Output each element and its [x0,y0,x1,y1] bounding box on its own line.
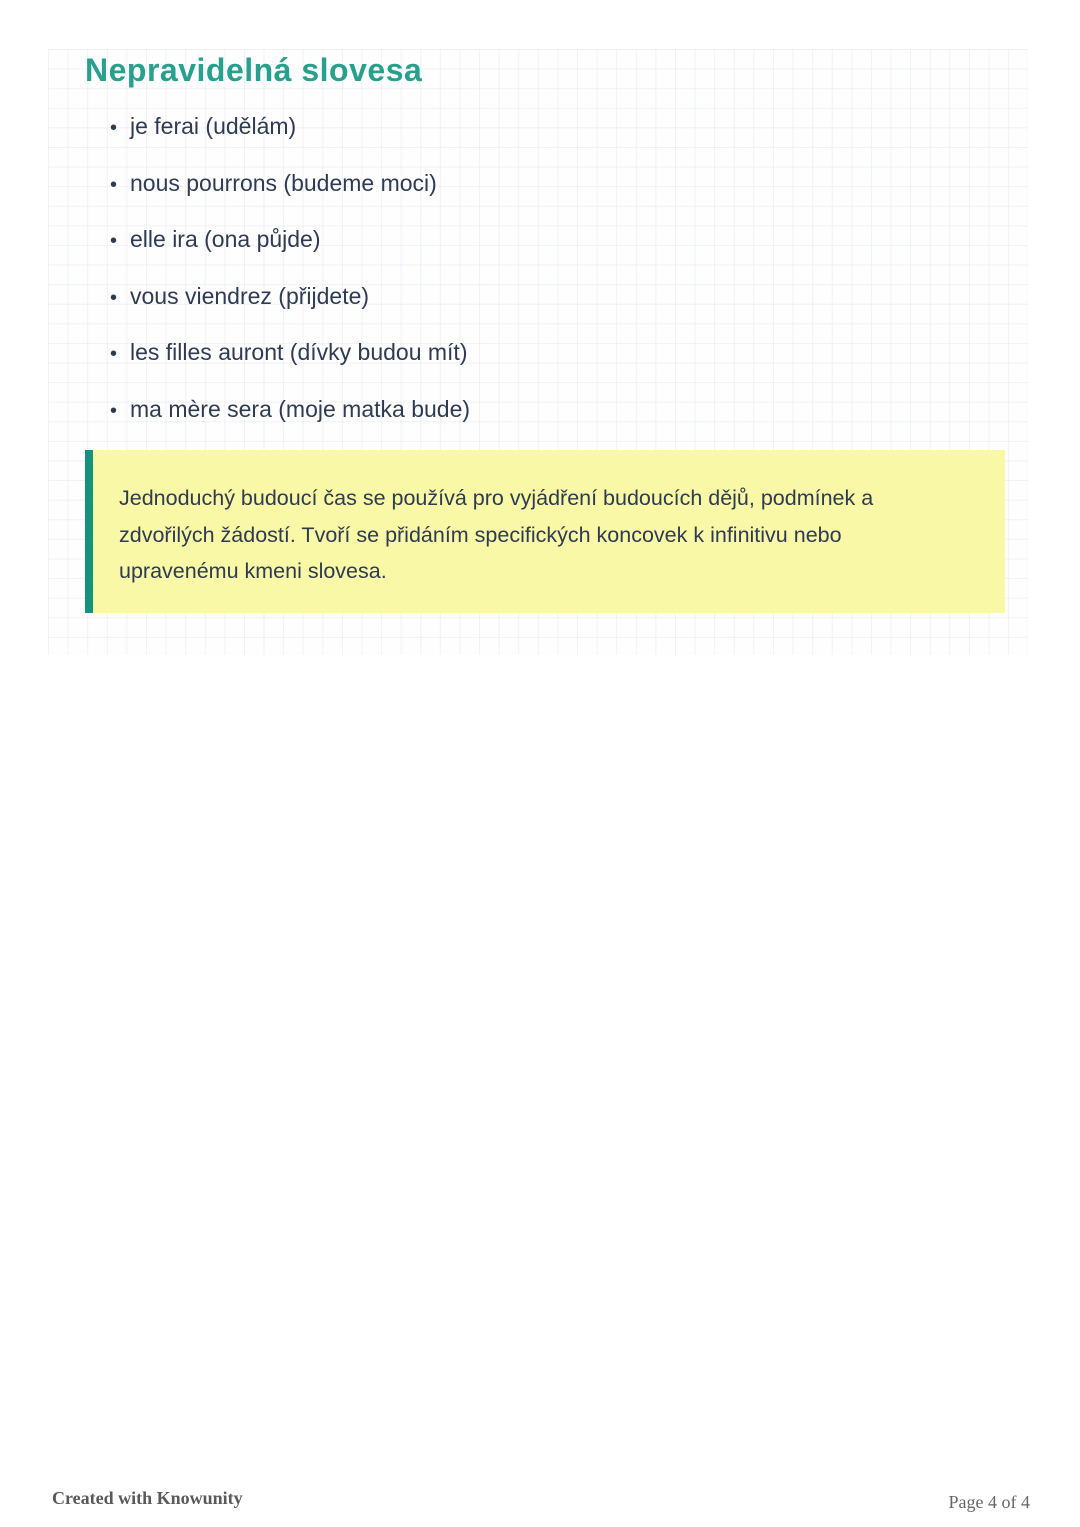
bullet-icon: • [110,286,118,309]
list-item [110,339,470,369]
bullet-icon: • [110,399,118,422]
callout-text: Jednoduchý budoucí čas se používá pro vyjádření budoucích dějů, podmínek a zdvořilých žádostí. Tvoří se přidáním specifických koncovek k infinitivu nebo upravenému kmeni slovesa. [119,486,874,583]
list-item-text: elle ira (ona půjde) [130,226,321,252]
bullet-icon: • [110,230,118,252]
list-item [110,170,470,200]
list-item [110,396,470,426]
list-item-text: les filles auront (dívky budou mít) [130,339,468,365]
list-item [110,226,470,256]
bullet-icon: • [110,173,118,196]
list-item-text: vous viendrez (přijdete) [130,282,370,309]
list-item-text: ma mère sera (moje matka bude) [130,395,471,422]
list-item [110,113,470,143]
highlight-callout [85,450,1005,613]
page-title: Nepravidelná slovesa [85,52,423,88]
bullet-icon: • [110,117,118,139]
footer-branding: Created with Knowunity [52,1488,243,1508]
bullet-icon: • [110,343,118,365]
list-item-text: je ferai (udělám) [130,113,297,139]
list-item-text: nous pourrons (budeme moci) [130,169,437,196]
list-item [110,283,470,313]
verb-list [110,113,470,452]
page-number: Page 4 of 4 [948,1492,1030,1512]
